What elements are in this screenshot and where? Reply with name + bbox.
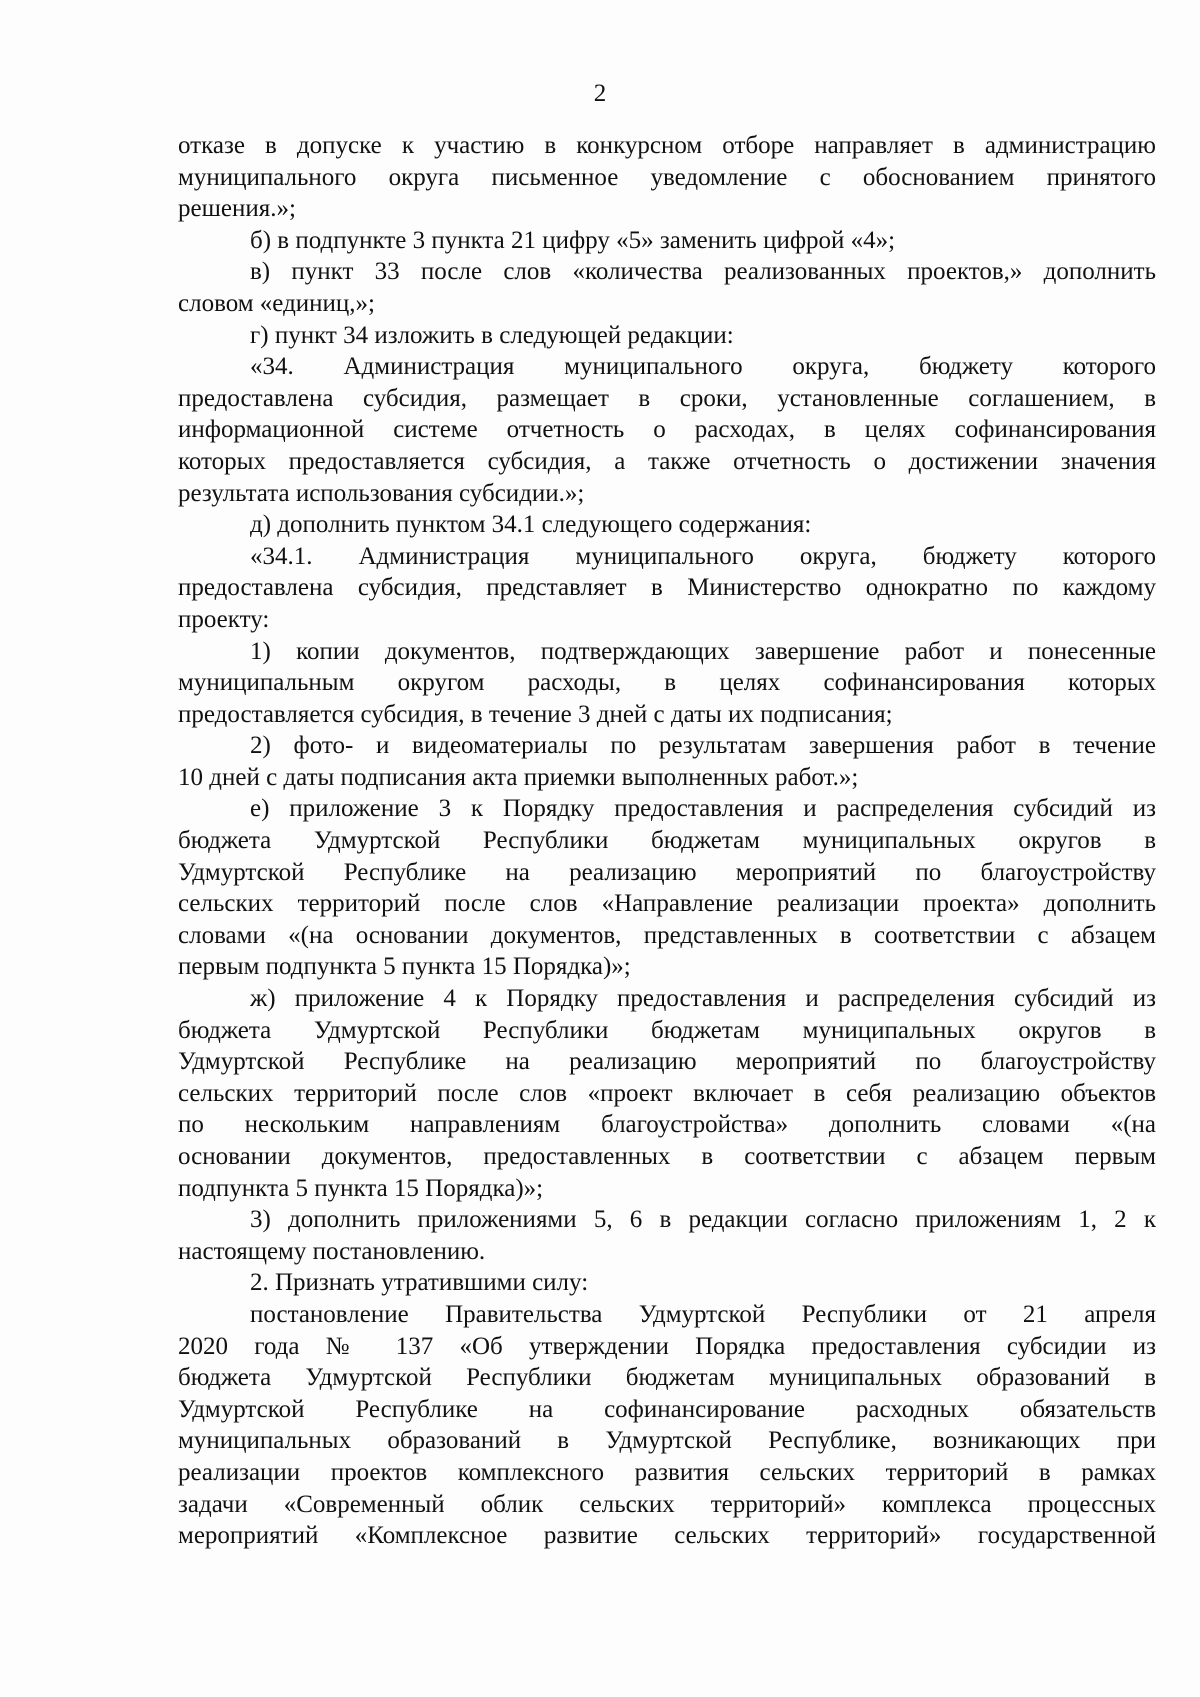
- page-number: 2: [593, 80, 607, 107]
- text-line: реализации проектов комплексного развития сельских территорий в рамках: [178, 1458, 1156, 1486]
- text-line: которых предоставляется субсидия, а также отчетность о достижении значения: [178, 447, 1156, 475]
- text-line: проекту:: [178, 605, 270, 633]
- text-line: Удмуртской Республике на софинансирование расходных обязательств: [178, 1395, 1156, 1423]
- text-line: сельских территорий после слов «проект включает в себя реализацию объектов: [178, 1079, 1156, 1107]
- text-line: по нескольким направлениям благоустройства» дополнить словами «(на: [178, 1111, 1156, 1139]
- text-line: настоящему постановлению.: [178, 1237, 486, 1265]
- text-line: 10 дней с даты подписания акта приемки выполненных работ.»;: [178, 763, 859, 791]
- text-line: предоставляется субсидия, в течение 3 дней с даты их подписания;: [178, 700, 893, 728]
- text-line: сельских территорий после слов «Направление реализации проекта» дополнить: [178, 890, 1156, 918]
- text-line: д) дополнить пунктом 34.1 следующего содержания:: [250, 511, 812, 539]
- text-line: муниципальным округом расходы, в целях софинансирования которых: [178, 669, 1156, 697]
- text-line: Удмуртской Республике на реализацию мероприятий по благоустройству: [178, 858, 1156, 886]
- text-line: муниципального округа письменное уведомление с обоснованием принятого: [178, 163, 1156, 191]
- text-line: бюджета Удмуртской Республики бюджетам муниципальных округов в: [178, 1016, 1156, 1044]
- text-line: «34. Администрация муниципального округа, бюджету которого: [250, 353, 1156, 381]
- text-line: Удмуртской Республике на реализацию мероприятий по благоустройству: [178, 1048, 1156, 1076]
- text-line: 2020 года № 137 «Об утверждении Порядка предоставления субсидии из: [178, 1332, 1156, 1360]
- text-line: словами «(на основании документов, представленных в соответствии с абзацем: [178, 921, 1156, 949]
- text-line: предоставлена субсидия, представляет в Министерство однократно по каждому: [178, 574, 1156, 602]
- text-line: подпункта 5 пункта 15 Порядка)»;: [178, 1174, 544, 1202]
- text-line: информационной системе отчетность о расходах, в целях софинансирования: [178, 416, 1156, 444]
- text-line: б) в подпункте 3 пункта 21 цифру «5» заменить цифрой «4»;: [250, 226, 896, 254]
- text-line: решения.»;: [178, 195, 296, 223]
- text-line: результата использования субсидии.»;: [178, 479, 585, 507]
- text-line: мероприятий «Комплексное развитие сельских территорий» государственной: [178, 1522, 1156, 1550]
- text-line: основании документов, предоставленных в соответствии с абзацем первым: [178, 1143, 1156, 1170]
- text-line: г) пункт 34 изложить в следующей редакции:: [250, 321, 734, 349]
- text-line: бюджета Удмуртской Республики бюджетам муниципальных округов в: [178, 827, 1156, 855]
- text-line: отказе в допуске к участию в конкурсном отборе направляет в администрацию: [178, 132, 1156, 159]
- text-line: 2) фото- и видеоматериалы по результатам завершения работ в течение: [250, 732, 1156, 760]
- text-line: 2. Признать утратившими силу:: [250, 1269, 589, 1297]
- text-line: ж) приложение 4 к Порядку предоставления и распределения субсидий из: [250, 985, 1156, 1013]
- text-line: 3) дополнить приложениями 5, 6 в редакции согласно приложениям 1, 2 к: [250, 1206, 1156, 1234]
- text-line: е) приложение 3 к Порядку предоставления и распределения субсидий из: [250, 795, 1156, 823]
- text-line: постановление Правительства Удмуртской Республики от 21 апреля: [250, 1300, 1156, 1328]
- document-body: [178, 130, 1156, 1552]
- text-line: первым подпункта 5 пункта 15 Порядка)»;: [178, 953, 631, 981]
- text-line: задачи «Современный облик сельских территорий» комплекса процессных: [178, 1490, 1156, 1518]
- text-line: 1) копии документов, подтверждающих завершение работ и понесенные: [250, 637, 1156, 665]
- text-line: словом «единиц,»;: [178, 289, 375, 317]
- text-line: в) пункт 33 после слов «количества реализованных проектов,» дополнить: [250, 258, 1156, 286]
- text-line: бюджета Удмуртской Республики бюджетам муниципальных образований в: [178, 1364, 1156, 1392]
- text-line: «34.1. Администрация муниципального округа, бюджету которого: [250, 542, 1156, 570]
- text-line: предоставлена субсидия, размещает в сроки, установленные соглашением, в: [178, 384, 1156, 412]
- text-line: муниципальных образований в Удмуртской Республике, возникающих при: [178, 1427, 1156, 1455]
